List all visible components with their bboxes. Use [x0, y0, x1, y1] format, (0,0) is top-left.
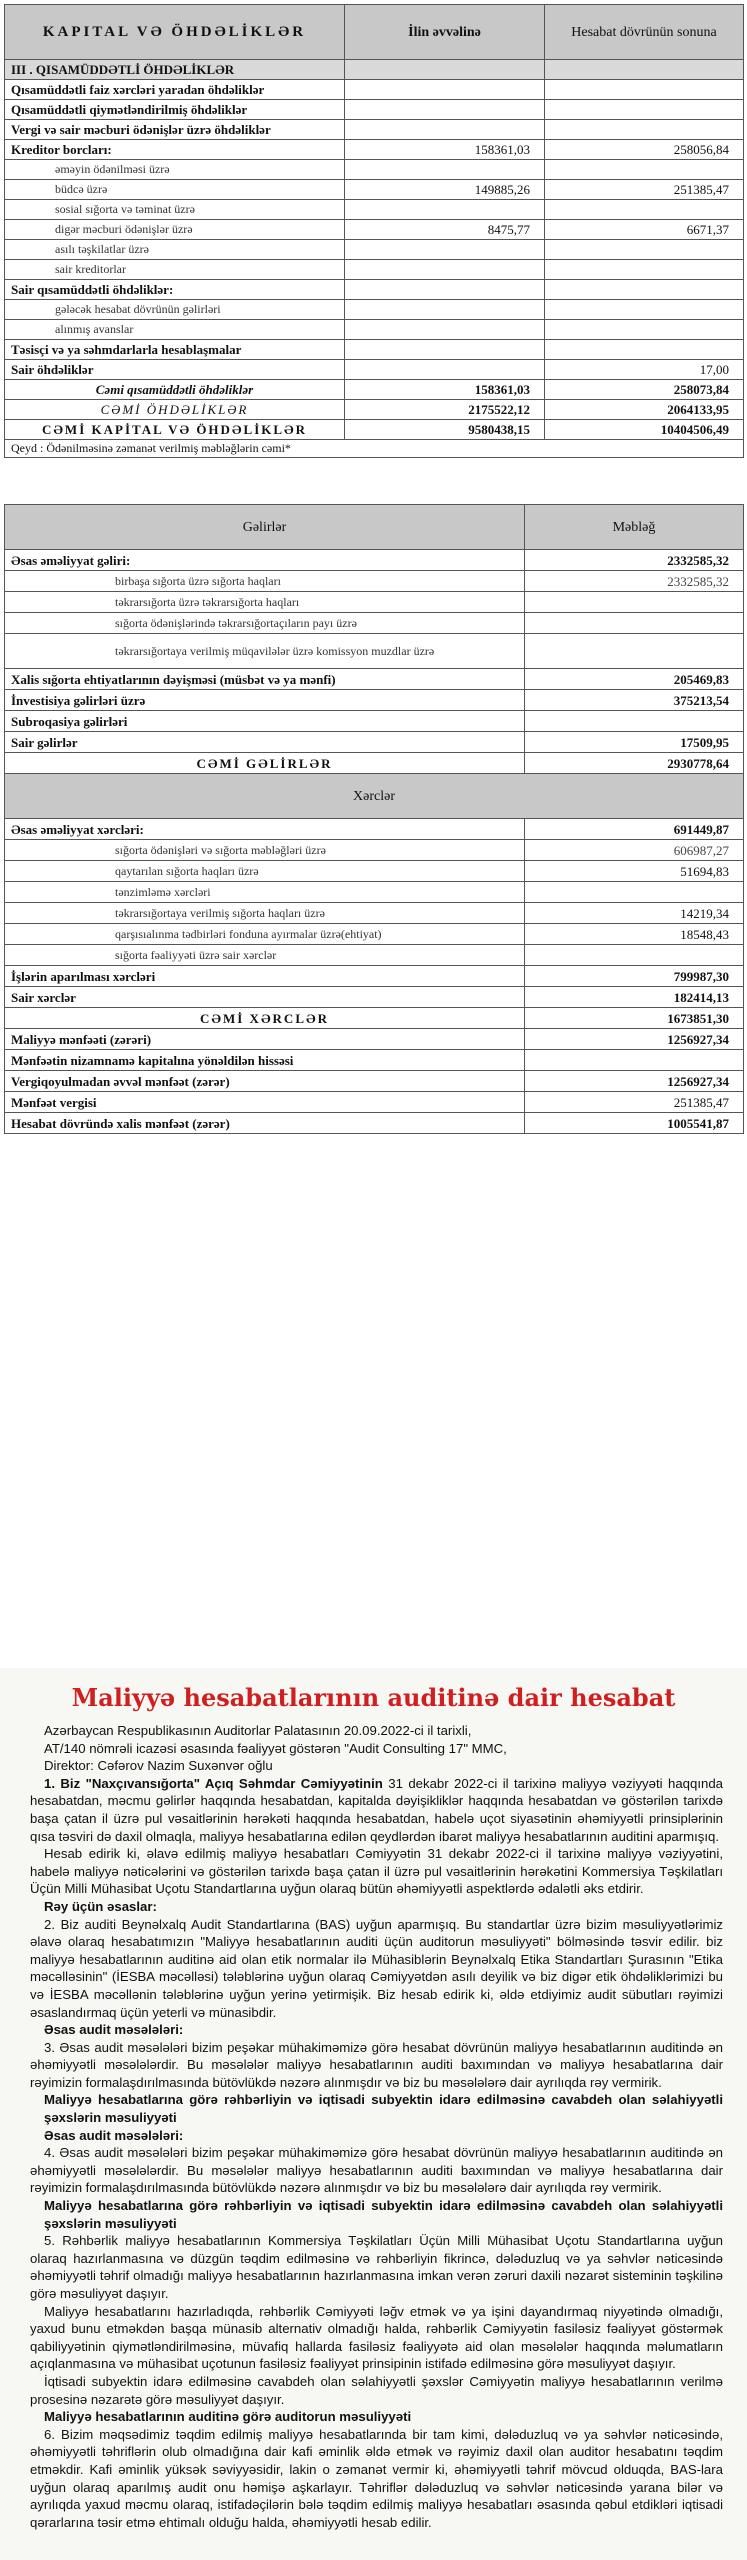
table-row: Vergi və sair məcburi ödənişlər üzrə öhdəliklər: [5, 120, 744, 140]
table-row: sığorta ödənişlərində təkrarsığortaçıların payı üzrə: [5, 613, 744, 634]
table-row: təkrarsığorta üzrə təkrarsığorta haqları: [5, 592, 744, 613]
header-end: Hesabat dövrünün sonuna: [545, 5, 744, 60]
table-row: sığorta fəaliyyəti üzrə sair xərclər: [5, 945, 744, 966]
table-row: Maliyyə mənfəəti (zərəri) 1256927,34: [5, 1029, 744, 1050]
paragraph: 3. Əsas audit məsələləri bizim peşəkar mühakiməmizə görə hesabat dövrünün maliyyə hesabatlarının auditində ən əhəmiyyətli məsələlərdir. Bu məsələlər maliyyə hesabatlarının auditi baxımından və maliyyə hesabatlarına dair rəyimizin formalaşdırılmasında bütövlükdə nəzərə alınmışdır və biz bu məsələlərə dair ayrılıqda rəy vermirik.: [30, 2039, 723, 2090]
report-lead: Direktor: Cəfərov Nazim Suxənvər oğlu: [44, 1758, 273, 1774]
section-heading: Əsas audit məsələləri:: [44, 2022, 184, 2038]
table-row: sair kreditorlar: [5, 260, 744, 280]
table-row: III . QISAMÜDDƏTLİ ÖHDƏLİKLƏR: [5, 60, 744, 80]
table-row: Hesabat dövründə xalis mənfəət (zərər) 1005541,87: [5, 1113, 744, 1134]
table-row: büdcə üzrə 149885,26 251385,47: [5, 180, 744, 200]
table-row: İnvestisiya gəlirləri üzrə 375213,54: [5, 690, 744, 711]
header-capital: KAPITAL VƏ ÖHDƏLİKLƏR: [5, 5, 345, 60]
section-heading: Maliyyə hesabatlarına görə rəhbərliyin və iqtisadi subyektin idarə edilməsinə cavabdeh olan səlahiyyətli şəxslərin məsuliyyəti: [44, 2092, 723, 2126]
table-row: CƏMİ ÖHDƏLİKLƏR 2175522,12 2064133,95: [5, 400, 744, 420]
paragraph: 4. Əsas audit məsələləri bizim peşəkar mühakiməmizə görə hesabat dövrünün maliyyə hesabatlarının auditində ən əhəmiyyətli məsələlərdir. Bu məsələlər maliyyə hesabatlarının auditi baxımından və maliyyə hesabatlarına dair rəyimizin formalaşdırılmasında bütövlükdə nəzərə alınmışdır və biz bu məsələlərə dair ayrılıqda rəy vermirik.: [30, 2145, 723, 2196]
table-row: Sair xərclər 182414,13: [5, 987, 744, 1008]
paragraph: Maliyyə hesabatlarını hazırladıqda, rəhbərlik Cəmiyyəti ləğv etmək və ya işini dayandırmaq niyyətində olmadığı, yaxud bunu etməkdən başqa münasib alternativ olmadığı halda, rəhbərlik Cəmiyyətin fasiləsiz fəaliyyət göstərmək qabiliyyətinin qiymətləndirilməsinə, müvafiq hallarda fasiləsiz fəaliyyətə aid olan məsələlər haqqında məlumatların açıqlanmasına və mühasibat uçotunun fasiləsiz fəaliyyət prinsipinin istifadə edilməsinə görə məsuliyyət daşıyır.: [30, 2303, 723, 2372]
paragraph: Hesab edirik ki, əlavə edilmiş maliyyə hesabatları Cəmiyyətin 31 dekabr 2022-ci il tarixinə maliyyə vəziyyətini, habelə maliyyə nəticələrini və göstərilən tarixdə başa çatan il üzrə pul vəsaitlərinin hərəkətini Kommersiya Təşkilatları Üçün Milli Mühasibat Uçotu Standartlarına uyğun olaraq bütün əhəmiyyətli aspektlərdə ədalətli əks etdirir.: [30, 1846, 723, 1897]
header-expenses: Xərclər: [5, 774, 744, 819]
section-heading: Maliyyə hesabatlarına görə rəhbərliyin və iqtisadi subyektin idarə edilməsinə cavabdeh olan səlahiyyətli şəxslərin məsuliyyəti: [44, 2198, 723, 2231]
report-lead: AT/140 nömrəli icazəsi əsasında fəaliyyət göstərən "Audit Consulting 17" MMC,: [44, 1740, 507, 1756]
table-row: təkrarsığortaya verilmiş müqavilələr üzrə komissyon muzdlar üzrə: [5, 634, 744, 669]
table-row: tənzimləmə xərcləri: [5, 882, 744, 903]
section-heading: Maliyyə hesabatlarının auditinə görə auditorun məsuliyyəti: [44, 2409, 412, 2425]
table-row: Təsisçi və ya səhmdarlarla hesablaşmalar: [5, 340, 744, 360]
table-row: təkrarsığortaya verilmiş sığorta haqları üzrə 14219,34: [5, 903, 744, 924]
table-row: Sair öhdəliklər 17,00: [5, 360, 744, 380]
table-row: CƏMİ XƏRCLƏR 1673851,30: [5, 1008, 744, 1029]
table-row: digər məcburi ödənişlər üzrə 8475,77 6671,37: [5, 220, 744, 240]
table-row: əməyin ödənilməsi üzrə: [5, 160, 744, 180]
section-heading: Rəy üçün əsaslar:: [44, 1898, 157, 1914]
table-note: Qeyd : Ödənilməsinə zəmanət verilmiş məbləğlərin cəmi*: [5, 440, 744, 458]
table-row: asılı təşkilatlar üzrə: [5, 240, 744, 260]
audit-report: [0, 1668, 747, 2560]
table-row: Kreditor borcları: 158361,03 258056,84: [5, 140, 744, 160]
paragraph: 2. Biz auditi Beynəlxalq Audit Standartlarına (BAS) uyğun aparmışıq. Bu standartlar üzrə bizim məsuliyyətlərimiz əlavə olaraq hesabatımızın "Maliyyə hesabatlarının auditi üçün auditorun məsuliyyəti" bölməsində təsvir edilir. biz maliyyə hesabatlarının auditinə aid olan etik normalar ilə Mühasiblərin Beynəlxalq Etika Standartları Şurasının "Etika məcəlləsinin" (İESBA məcəlləsi) tələblərinə uyğun olaraq Cəmiyyətdən asılı deyilik və biz digər etik öhdəliklərimizi bu və İESBA məcəllənin tələblərinə uyğun yerinə yetirmişik. Biz hesab edirik ki, əldə etdiyimiz audit sübutları rəyimizi əsaslandırmaq üçün yeterli və münasibdir.: [30, 1916, 723, 2020]
table-row: CƏMİ KAPİTAL VƏ ÖHDƏLİKLƏR 9580438,15 10404506,49: [5, 420, 744, 440]
table-row: sosial sığorta və təminat üzrə: [5, 200, 744, 220]
table-row: Subroqasiya gəlirləri: [5, 711, 744, 732]
paragraph: 6. Bizim məqsədimiz təqdim edilmiş maliyyə hesabatlarında bir tam kimi, dələduzluq və ya səhvlər nəticəsində, əhəmiyyətli təhriflərin olub olmadığına dair kafi əminlik əldə etmək və rəyimiz daxil olan auditor hesabatını təqdim etməkdir. Kafi əminlik yüksək səviyyəsidir, lakin o zəmanət vermir ki, əhəmiyyətli təhrif mövcud olduqda, BAS-lara uyğun olaraq aparılmış audit onu həmişə aşkarlayır. Təhriflər dələduzluq və səhvlər nəticəsində yarana bilər və ayrılıqda yaxud məcmu olaraq, istifadəçilərin bələ təqdim edilmiş maliyyə hesabatları əsasında qəbul etdikləri iqtisadi qərarlarına təsir etmə ehtimalı olduğu halda, əhəmiyyətli hesab edilir.: [30, 2426, 723, 2530]
table-row: alınmış avanslar: [5, 320, 744, 340]
table-row: Vergiqoyulmadan əvvəl mənfəət (zərər) 1256927,34: [5, 1071, 744, 1092]
table-row: Cəmi qısamüddətli öhdəliklər 158361,03 258073,84: [5, 380, 744, 400]
table-row: Sair gəlirlər 17509,95: [5, 732, 744, 753]
table-row: Sair qısamüddətli öhdəliklər:: [5, 280, 744, 300]
report-title: Maliyyə hesabatlarının auditinə dair hesabat: [71, 1683, 676, 1712]
table-row: birbaşa sığorta üzrə sığorta haqları 2332585,32: [5, 571, 744, 592]
table-row: Qısamüddətli qiymətləndirilmiş öhdəliklər: [5, 100, 744, 120]
table-row: qaytarılan sığorta haqları üzrə 51694,83: [5, 861, 744, 882]
section-heading: Əsas audit məsələləri:: [44, 2127, 184, 2143]
table-row: sığorta ödənişləri və sığorta məbləğləri üzrə 606987,27: [5, 840, 744, 861]
header-start: İlin əvvəlinə: [345, 5, 545, 60]
header-amount: Məbləğ: [525, 505, 744, 550]
table-row: Mənfəət vergisi 251385,47: [5, 1092, 744, 1113]
paragraph: İqtisadi subyektin idarə edilməsinə cavabdeh olan səlahiyyətli şəxslər Cəmiyyətin maliyyə hesabatlarının verilmə prosesinə nəzarətə görə məsuliyyət daşıyır.: [30, 2373, 723, 2407]
table-row: Əsas əməliyyat gəliri: 2332585,32: [5, 550, 744, 571]
table-row: CƏMİ GƏLİRLƏR 2930778,64: [5, 753, 744, 774]
paragraph: 1. Biz "Naxçıvansığorta" Açıq Səhmdar Cəmiyyətinin 31 dekabr 2022-ci il tarixinə maliyyə vəziyyəti haqqında hesabatdan, məcmu gəlirlər haqqında hesabatdan, kapitalda dəyişikliklər haqqında hesabatdan və göstərilən tarixdə başa çatan il üzrə pul vəsaitlərinin hərəkəti haqqında hesabatdan, habelə uçot siyasətinin əhəmiyyətli prinsiplərinin qısa təsviri də daxil olmaqla, maliyyə hesabatlarına edilən qeydlərdən ibarət maliyyə hesabatlarının auditini aparmışıq.: [30, 1775, 723, 1844]
table-row: gələcək hesabat dövrünün gəlirləri: [5, 300, 744, 320]
table-row: İşlərin aparılması xərcləri 799987,30: [5, 966, 744, 987]
table-row: qarşısıalınma tədbirləri fonduna ayırmalar üzrə(ehtiyat) 18548,43: [5, 924, 744, 945]
table-row: Xalis sığorta ehtiyatlarının dəyişməsi (müsbət və ya mənfi) 205469,83: [5, 669, 744, 690]
income-statement: [4, 504, 743, 1134]
paragraph: 5. Rəhbərlik maliyyə hesabatlarının Kommersiya Təşkilatları Üçün Milli Mühasibat Uçotu Standartlarına uyğun olaraq hazırlanmasına və düzgün təqdim edilməsinə və rəhbərliyin fikrincə, dələduzluq və ya səhvlər nəticəsində əhəmiyyətli təhrif olmadığı maliyyə hesabatlarının hazırlanmasına imkan verən zəruri daxili nəzarət sisteminin təşkilinə görə məsuliyyət daşıyır.: [30, 2233, 723, 2301]
header-income: Gəlirlər: [5, 505, 525, 550]
table-row: Qısamüddətli faiz xərcləri yaradan öhdəliklər: [5, 80, 744, 100]
balance-sheet: [4, 4, 743, 458]
report-lead: Azərbaycan Respublikasının Auditorlar Palatasının 20.09.2022-ci il tarixli,: [44, 1723, 472, 1738]
table-row: Əsas əməliyyat xərcləri: 691449,87: [5, 819, 744, 840]
table-row: Mənfəətin nizamnamə kapitalına yönəldilən hissəsi: [5, 1050, 744, 1071]
